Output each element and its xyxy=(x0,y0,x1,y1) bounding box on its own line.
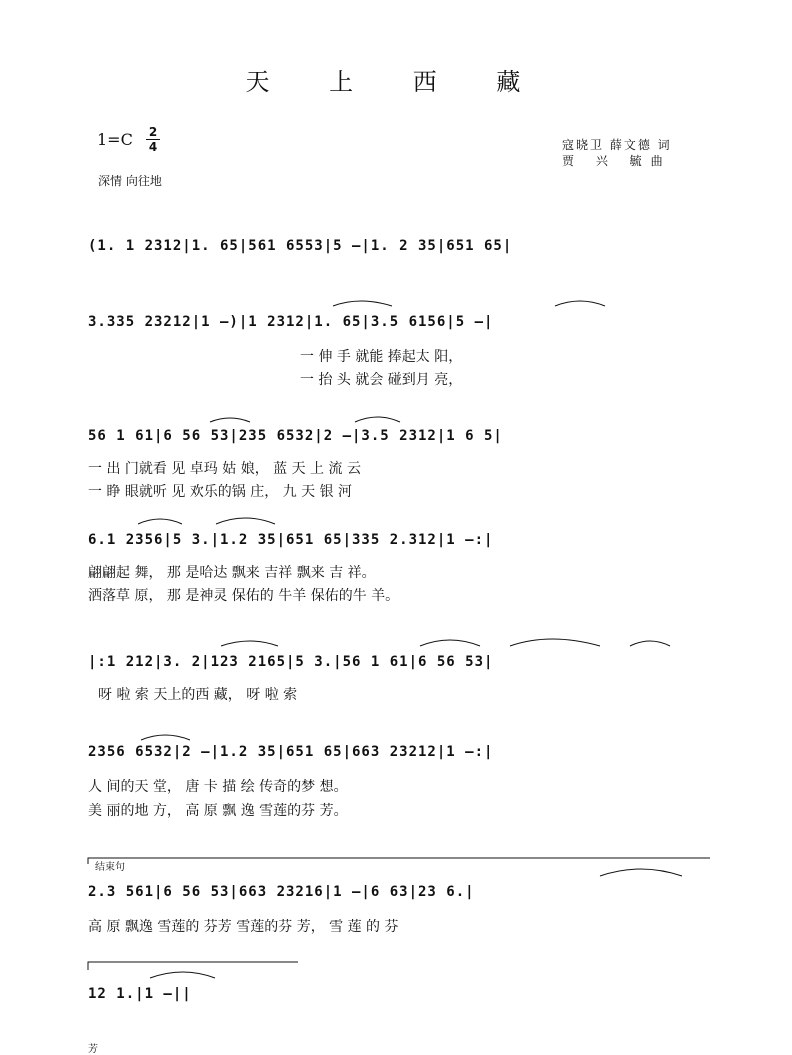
system-3-lyric-1: 一 出 门就看 见 卓玛 姑 娘， 蓝 天 上 流 云 xyxy=(88,461,361,477)
slur xyxy=(210,418,250,422)
system-1-notes: (1. 1 2312|1. 65|561 6553|5 –|1. 2 35|651 65| xyxy=(88,238,513,254)
time-signature-top: 2 xyxy=(148,125,158,139)
ending-label: 结束句 xyxy=(95,862,125,873)
system-6-notes: 2356 6532|2 –|1.2 35|651 65|663 23212|1 –:| xyxy=(88,744,494,760)
system-4-lyric-1: 翩翩起 舞， 那 是哈达 飘来 吉祥 飘来 吉 祥。 xyxy=(88,565,376,581)
slur xyxy=(138,519,182,524)
ending-bracket xyxy=(88,962,298,970)
time-signature-bottom: 4 xyxy=(148,140,158,154)
slur xyxy=(150,972,215,978)
system-8-notes: 12 1.|1 –|| xyxy=(88,986,192,1002)
slur xyxy=(420,640,480,646)
system-3-lyric-2: 一 睁 眼就听 见 欢乐的锅 庄， 九 天 银 河 xyxy=(88,484,353,500)
slur xyxy=(355,417,400,422)
slur xyxy=(600,869,682,876)
system-4-lyric-2: 洒落草 原， 那 是神灵 保佑的 牛羊 保佑的牛 羊。 xyxy=(88,588,400,604)
system-3-notes: 56 1 61|6 56 53|235 6532|2 –|3.5 2312|1 6 5| xyxy=(88,428,503,444)
key-signature: 1=C xyxy=(97,130,133,149)
song-title: 天 上 西 藏 xyxy=(245,68,547,96)
system-6-lyric-2: 美 丽的地 方， 高 原 飘 逸 雪莲的芬 芳。 xyxy=(88,803,348,819)
slur xyxy=(333,301,392,306)
system-5-lyric-1: 呀 啦 索 天上的西 藏， 呀 啦 索 xyxy=(98,687,298,703)
slur xyxy=(630,641,670,646)
system-2-lyric-1: 一 伸 手 就能 捧起太 阳， xyxy=(300,349,463,365)
system-5-notes: |:1 212|3. 2|123 2165|5 3.|56 1 61|6 56 53| xyxy=(88,654,494,670)
system-7-lyric-1: 高 原 飘逸 雪莲的 芬芳 雪莲的芬 芳， 雪 莲 的 芬 xyxy=(88,919,399,935)
system-6-lyric-1: 人 间的天 堂， 唐 卡 描 绘 传奇的梦 想。 xyxy=(88,779,348,795)
system-8-lyric-1: 芳 xyxy=(88,1044,98,1055)
system-2-lyric-2: 一 抬 头 就会 碰到月 亮， xyxy=(300,372,463,388)
system-7-notes: 2.3 561|6 56 53|663 23216|1 –|6 63|23 6.| xyxy=(88,884,475,900)
slur xyxy=(216,518,275,524)
system-2-notes: 3.335 23212|1 –)|1 2312|1. 65|3.5 6156|5 –| xyxy=(88,314,494,330)
system-4-notes: 6.1 2356|5 3.|1.2 35|651 65|335 2.312|1 –:| xyxy=(88,532,494,548)
slur xyxy=(510,639,600,646)
ending-bracket xyxy=(88,858,710,864)
lyricist-credit: 寇晓卫 薛文德 词 xyxy=(562,138,672,152)
slur xyxy=(221,641,278,646)
composer-credit: 贾 兴 毓曲 xyxy=(562,154,672,168)
slur xyxy=(141,735,190,740)
slur xyxy=(555,301,605,306)
expression-marking: 深情 向往地 xyxy=(98,174,162,188)
